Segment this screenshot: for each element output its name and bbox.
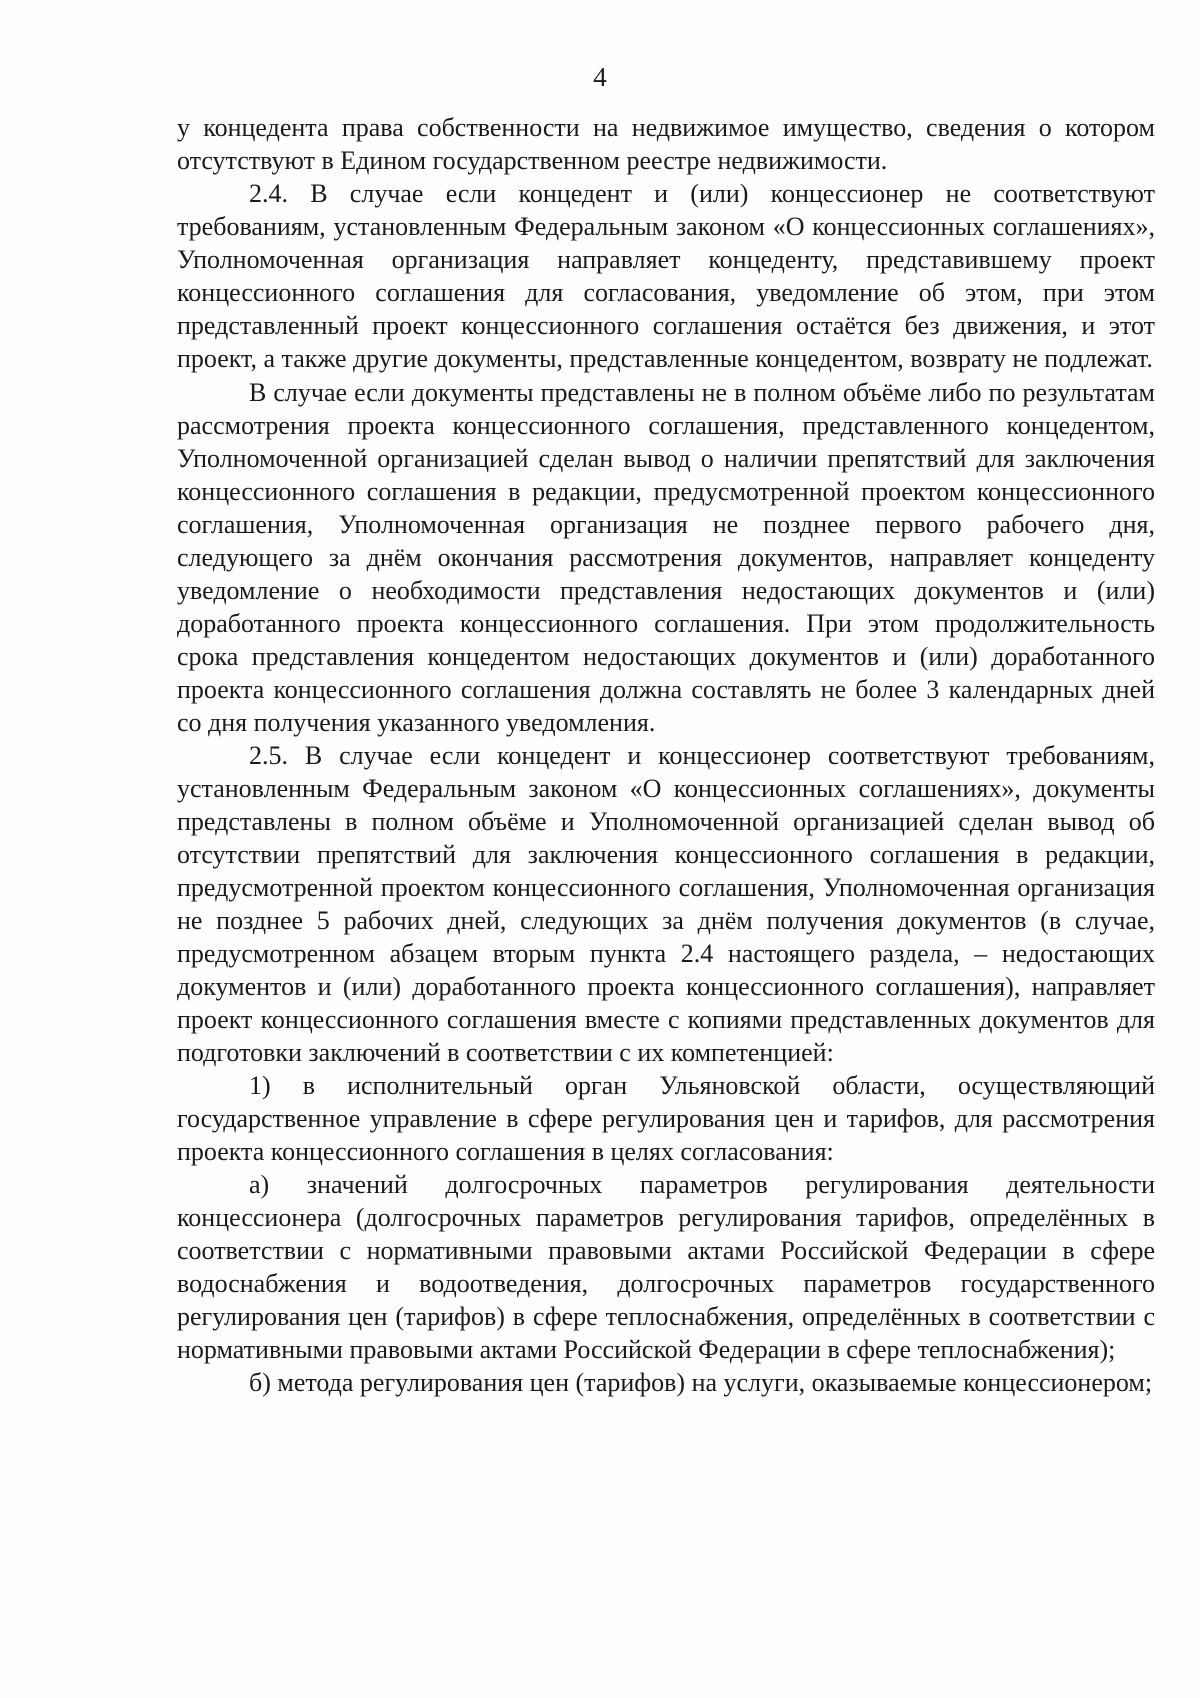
paragraph-continuation: у концедента права собственности на недвижимое имущество, сведения о котором отсутствуют в Едином государственном реестре недвижимости.: [177, 113, 1155, 175]
paragraph-2-5: 2.5. В случае если концедент и концессионер соответствуют требованиям, установленным Федеральным законом «О концессионных соглашениях», документы представлены в полном объёме и Уполномоченной организацией сделан вывод об отсутствии препятствий для заключения концессионного соглашения в редакции, предусмотренной проектом концессионного соглашения, Уполномоченная организация не позднее 5 рабочих дней, следующих за днём получения документов (в случае, предусмотренном абзацем вторым пункта 2.4 настоящего раздела, – недостающих документов и (или) доработанного проекта концессионного соглашения), направляет проект концессионного соглашения вместе с копиями представленных документов для подготовки заключений в соответствии с их компетенцией:: [177, 741, 1155, 1067]
document-body: [177, 111, 1155, 1399]
paragraph-2-4: 2.4. В случае если концедент и (или) концессионер не соответствуют требованиям, установленным Федеральным законом «О концессионных соглашениях», Уполномоченная организация направляет концеденту, представившему проект концессионного соглашения для согласования, уведомление об этом, при этом представленный проект концессионного соглашения остаётся без движения, и этот проект, а также другие документы, представленные концедентом, возврату не подлежат.: [177, 179, 1155, 373]
list-item-b: б) метода регулирования цен (тарифов) на услуги, оказываемые концессионером;: [249, 1368, 1153, 1397]
paragraph-2-4-second: В случае если документы представлены не в полном объёме либо по результатам рассмотрения проекта концессионного соглашения, представленного концедентом, Уполномоченной организацией сделан вывод о наличии препятствий для заключения концессионного соглашения в редакции, предусмотренной проектом концессионного соглашения, Уполномоченная организация не позднее первого рабочего дня, следующего за днём окончания рассмотрения документов, направляет концеденту уведомление о необходимости представления недостающих документов и (или) доработанного проекта концессионного соглашения. При этом продолжительность срока представления концедентом недостающих документов и (или) доработанного проекта концессионного соглашения должна составлять не более 3 календарных дней со дня получения указанного уведомления.: [177, 378, 1155, 737]
list-item-a: а) значений долгосрочных параметров регулирования деятельности концессионера (долгосрочных параметров регулирования тарифов, определённых в соответствии с нормативными правовыми актами Российской Федерации в сфере водоснабжения и водоотведения, долгосрочных параметров государственного регулирования цен (тарифов) в сфере теплоснабжения, определённых в соответствии с нормативными правовыми актами Российской Федерации в сфере теплоснабжения);: [177, 1170, 1155, 1364]
page-number: 4: [593, 62, 607, 92]
list-item-1: 1) в исполнительный орган Ульяновской области, осуществляющий государственное управление в сфере регулирования цен и тарифов, для рассмотрения проекта концессионного соглашения в целях согласования:: [177, 1071, 1155, 1166]
